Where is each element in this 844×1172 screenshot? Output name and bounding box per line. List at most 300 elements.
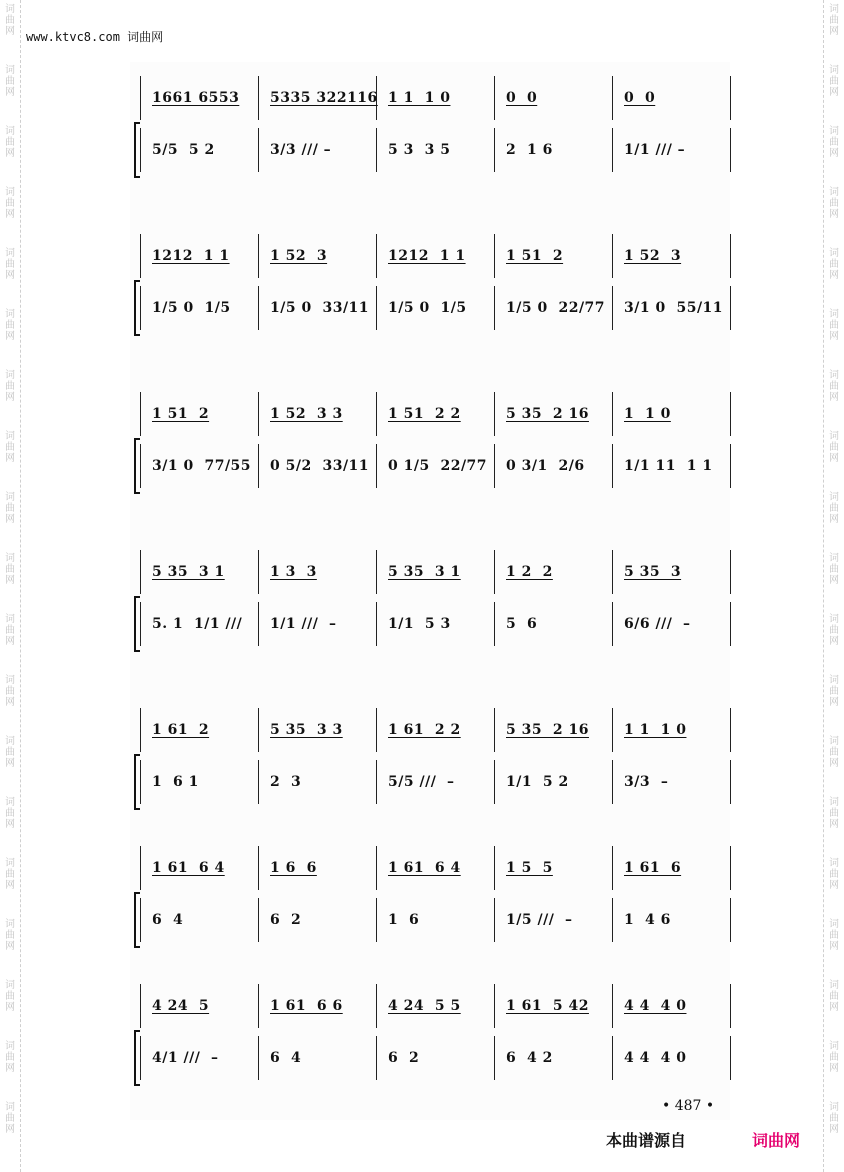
watermark-char: 曲 <box>5 686 15 697</box>
lower-part-measure: 3/3 /// – <box>270 142 332 158</box>
watermark-glyphs <box>827 797 841 830</box>
watermark-char: 词 <box>5 1102 15 1113</box>
barline <box>730 984 731 1028</box>
site-header[interactable] <box>26 28 163 45</box>
barline <box>494 984 495 1028</box>
watermark-char: 词 <box>829 614 839 625</box>
watermark-char: 曲 <box>5 747 15 758</box>
watermark-char: 词 <box>829 980 839 991</box>
upper-part-measure: 1 61 2 2 <box>388 722 461 738</box>
barline <box>730 444 731 488</box>
barline <box>376 602 377 646</box>
site-name[interactable]: 词曲网 <box>127 30 164 44</box>
barline <box>258 898 259 942</box>
watermark-char: 曲 <box>829 381 839 392</box>
upper-part-measure: 5 35 3 1 <box>152 564 225 580</box>
watermark-char: 网 <box>829 148 839 159</box>
watermark-char: 词 <box>829 553 839 564</box>
barline <box>612 128 613 172</box>
barline <box>376 1036 377 1080</box>
watermark-char: 曲 <box>829 686 839 697</box>
lower-part-measure: 1/5 0 33/11 <box>270 300 370 316</box>
upper-part-measure: 5 35 3 <box>624 564 682 580</box>
watermark-glyphs <box>827 1041 841 1074</box>
watermark-char: 词 <box>5 370 15 381</box>
watermark-char: 词 <box>829 797 839 808</box>
watermark-glyphs <box>827 553 841 586</box>
lower-part-measure: 1/5 /// – <box>506 912 573 928</box>
lower-part-measure: 6/6 /// – <box>624 616 691 632</box>
watermark-glyphs <box>827 492 841 525</box>
watermark-char: 词 <box>5 431 15 442</box>
watermark-char: 曲 <box>829 747 839 758</box>
watermark-char: 网 <box>5 209 15 220</box>
watermark-char: 曲 <box>5 15 15 26</box>
watermark-char: 曲 <box>5 869 15 880</box>
watermark-glyphs <box>3 4 17 37</box>
barline <box>140 76 141 120</box>
barline <box>376 760 377 804</box>
upper-part-measure: 1 52 3 <box>624 248 682 264</box>
barline <box>376 898 377 942</box>
score-system <box>130 842 730 957</box>
watermark-glyphs <box>3 797 17 830</box>
barline <box>376 286 377 330</box>
barline <box>258 550 259 594</box>
watermark-char: 网 <box>5 26 15 37</box>
barline <box>494 392 495 436</box>
watermark-char: 曲 <box>829 1113 839 1124</box>
upper-part-measure: 1 61 6 <box>624 860 682 876</box>
upper-part-measure: 5 35 3 1 <box>388 564 461 580</box>
lower-part-measure: 3/1 0 77/55 <box>152 458 252 474</box>
barline <box>140 708 141 752</box>
watermark-char: 曲 <box>5 381 15 392</box>
barline <box>258 984 259 1028</box>
lower-part-measure: 4/1 /// – <box>152 1050 219 1066</box>
watermark-char: 网 <box>829 758 839 769</box>
lower-part-measure: 0 3/1 2/6 <box>506 458 585 474</box>
barline <box>140 602 141 646</box>
lower-part-measure: 1/1 11 1 1 <box>624 458 713 474</box>
barline <box>376 708 377 752</box>
barline <box>140 984 141 1028</box>
upper-part-measure: 1 3 3 <box>270 564 317 580</box>
watermark-char: 曲 <box>829 15 839 26</box>
lower-part-measure: 3/1 0 55/11 <box>624 300 724 316</box>
barline <box>258 76 259 120</box>
lower-part-measure: 6 4 <box>270 1050 302 1066</box>
watermark-char: 网 <box>5 636 15 647</box>
barline <box>730 846 731 890</box>
upper-part-measure: 4 24 5 <box>152 998 210 1014</box>
lower-part-measure: 6 4 <box>152 912 184 928</box>
watermark-char: 词 <box>829 1102 839 1113</box>
watermark-char: 曲 <box>829 991 839 1002</box>
watermark-char: 网 <box>5 392 15 403</box>
watermark-glyphs <box>827 614 841 647</box>
barline <box>494 602 495 646</box>
lower-part-measure: 0 1/5 22/77 <box>388 458 488 474</box>
watermark-char: 网 <box>5 514 15 525</box>
upper-part-measure: 0 0 <box>506 90 538 106</box>
barline <box>612 76 613 120</box>
watermark-glyphs <box>3 858 17 891</box>
watermark-char: 网 <box>829 26 839 37</box>
watermark-char: 词 <box>829 736 839 747</box>
score-system <box>130 230 730 345</box>
barline <box>376 234 377 278</box>
watermark-char: 词 <box>829 65 839 76</box>
lower-part-measure: 1/1 5 2 <box>506 774 569 790</box>
upper-part-measure: 5 35 3 3 <box>270 722 343 738</box>
lower-part-measure: 2 3 <box>270 774 302 790</box>
upper-part-measure: 5 35 2 16 <box>506 722 589 738</box>
watermark-glyphs <box>827 431 841 464</box>
watermark-glyphs <box>827 919 841 952</box>
watermark-glyphs <box>3 370 17 403</box>
barline <box>494 708 495 752</box>
watermark-char: 曲 <box>829 442 839 453</box>
lower-part-measure: 1/5 0 22/77 <box>506 300 606 316</box>
upper-part-measure: 1 51 2 2 <box>388 406 461 422</box>
watermark-char: 词 <box>5 858 15 869</box>
barline <box>258 846 259 890</box>
watermark-char: 网 <box>5 453 15 464</box>
upper-part-measure: 1661 6553 <box>152 90 240 106</box>
barline <box>730 128 731 172</box>
barline <box>258 128 259 172</box>
watermark-char: 词 <box>5 736 15 747</box>
watermark-glyphs <box>827 248 841 281</box>
watermark-char: 词 <box>5 248 15 259</box>
watermark-char: 词 <box>829 248 839 259</box>
barline <box>258 234 259 278</box>
watermark-char: 词 <box>829 1041 839 1052</box>
watermark-char: 网 <box>829 209 839 220</box>
watermark-glyphs <box>3 126 17 159</box>
watermark-char: 曲 <box>5 442 15 453</box>
barline <box>494 76 495 120</box>
watermark-char: 网 <box>829 697 839 708</box>
barline <box>494 1036 495 1080</box>
watermark-glyphs <box>827 980 841 1013</box>
watermark-char: 网 <box>5 819 15 830</box>
page-number: • 487 • <box>662 1098 715 1114</box>
barline <box>612 392 613 436</box>
score-system <box>130 980 730 1095</box>
watermark-char: 网 <box>5 697 15 708</box>
watermark-char: 词 <box>5 553 15 564</box>
watermark-glyphs <box>827 65 841 98</box>
barline <box>258 602 259 646</box>
upper-part-measure: 1 52 3 3 <box>270 406 343 422</box>
watermark-char: 网 <box>829 1124 839 1135</box>
watermark-char: 网 <box>829 636 839 647</box>
watermark-char: 曲 <box>5 991 15 1002</box>
watermark-char: 网 <box>5 1063 15 1074</box>
barline <box>258 392 259 436</box>
upper-part-measure: 1 5 5 <box>506 860 553 876</box>
watermark-char: 词 <box>829 4 839 15</box>
watermark-char: 网 <box>829 575 839 586</box>
watermark-char: 曲 <box>5 76 15 87</box>
lower-part-measure: 5 6 <box>506 616 538 632</box>
lower-part-measure: 6 2 <box>388 1050 420 1066</box>
barline <box>376 444 377 488</box>
watermark-char: 网 <box>5 148 15 159</box>
barline <box>258 444 259 488</box>
barline <box>140 898 141 942</box>
watermark-char: 曲 <box>829 503 839 514</box>
barline <box>612 898 613 942</box>
watermark-char: 曲 <box>5 259 15 270</box>
barline <box>730 234 731 278</box>
upper-part-measure: 1 52 3 <box>270 248 328 264</box>
watermark-char: 词 <box>5 4 15 15</box>
watermark-glyphs <box>3 492 17 525</box>
watermark-char: 词 <box>829 675 839 686</box>
watermark-glyphs <box>3 65 17 98</box>
barline <box>612 234 613 278</box>
watermark-char: 曲 <box>829 869 839 880</box>
barline <box>730 550 731 594</box>
barline <box>494 550 495 594</box>
watermark-glyphs <box>827 187 841 220</box>
watermark-glyphs <box>3 919 17 952</box>
lower-part-measure: 1/5 0 1/5 <box>388 300 467 316</box>
watermark-glyphs <box>827 675 841 708</box>
barline <box>612 602 613 646</box>
watermark-glyphs <box>3 980 17 1013</box>
watermark-char: 词 <box>5 919 15 930</box>
barline <box>140 286 141 330</box>
upper-part-measure: 1212 1 1 <box>388 248 466 264</box>
watermark-char: 词 <box>829 309 839 320</box>
barline <box>140 846 141 890</box>
watermark-char: 网 <box>829 514 839 525</box>
upper-part-measure: 5335 322116 <box>270 90 378 106</box>
watermark-char: 词 <box>829 919 839 930</box>
watermark-char: 曲 <box>5 1052 15 1063</box>
watermark-glyphs <box>3 675 17 708</box>
watermark-char: 网 <box>5 758 15 769</box>
lower-part-measure: 1/1 /// – <box>270 616 337 632</box>
lower-part-measure: 1 6 1 <box>152 774 199 790</box>
watermark-glyphs <box>827 4 841 37</box>
watermark-char: 词 <box>5 1041 15 1052</box>
barline <box>494 444 495 488</box>
watermark-char: 曲 <box>829 76 839 87</box>
lower-part-measure: 1/1 5 3 <box>388 616 451 632</box>
watermark-char: 网 <box>5 1124 15 1135</box>
watermark-char: 词 <box>829 492 839 503</box>
watermark-char: 曲 <box>5 503 15 514</box>
watermark-char: 词 <box>5 980 15 991</box>
watermark-char: 网 <box>5 941 15 952</box>
watermark-glyphs <box>3 1041 17 1074</box>
barline <box>612 984 613 1028</box>
lower-part-measure: 1/1 /// – <box>624 142 686 158</box>
score-system <box>130 72 730 187</box>
barline <box>376 550 377 594</box>
watermark-char: 网 <box>829 819 839 830</box>
watermark-char: 网 <box>5 87 15 98</box>
barline <box>730 708 731 752</box>
watermark-char: 曲 <box>5 625 15 636</box>
barline <box>612 1036 613 1080</box>
watermark-char: 网 <box>5 575 15 586</box>
lower-part-measure: 3/3 – <box>624 774 669 790</box>
watermark-char: 曲 <box>5 930 15 941</box>
barline <box>376 984 377 1028</box>
barline <box>140 550 141 594</box>
watermark-char: 曲 <box>829 137 839 148</box>
barline <box>140 128 141 172</box>
watermark-char: 网 <box>5 331 15 342</box>
watermark-char: 曲 <box>829 259 839 270</box>
watermark-glyphs <box>827 126 841 159</box>
upper-part-measure: 1 1 1 0 <box>388 90 451 106</box>
barline <box>376 392 377 436</box>
watermark-char: 网 <box>829 1002 839 1013</box>
barline <box>730 760 731 804</box>
watermark-char: 词 <box>829 370 839 381</box>
watermark-glyphs <box>827 370 841 403</box>
upper-part-measure: 1 51 2 <box>506 248 564 264</box>
barline <box>612 846 613 890</box>
watermark-glyphs <box>3 736 17 769</box>
barline <box>140 392 141 436</box>
watermark-char: 曲 <box>5 320 15 331</box>
watermark-char: 词 <box>5 309 15 320</box>
watermark-char: 曲 <box>829 930 839 941</box>
upper-part-measure: 1 61 6 4 <box>388 860 461 876</box>
upper-part-measure: 1 1 0 <box>624 406 671 422</box>
lower-part-measure: 5/5 /// – <box>388 774 455 790</box>
site-url[interactable]: www.ktvc8.com <box>26 30 120 44</box>
barline <box>730 76 731 120</box>
watermark-char: 曲 <box>829 808 839 819</box>
watermark-char: 网 <box>829 331 839 342</box>
upper-part-measure: 1 61 6 6 <box>270 998 343 1014</box>
upper-part-measure: 0 0 <box>624 90 656 106</box>
watermark-char: 词 <box>5 65 15 76</box>
watermark-char: 曲 <box>5 808 15 819</box>
upper-part-measure: 1 6 6 <box>270 860 317 876</box>
watermark-char: 曲 <box>829 564 839 575</box>
watermark-glyphs <box>3 248 17 281</box>
upper-part-measure: 1 2 2 <box>506 564 553 580</box>
score-system <box>130 546 730 661</box>
watermark-char: 词 <box>829 858 839 869</box>
lower-part-measure: 0 5/2 33/11 <box>270 458 370 474</box>
barline <box>494 234 495 278</box>
watermark-char: 网 <box>829 392 839 403</box>
barline <box>258 708 259 752</box>
watermark-char: 曲 <box>5 1113 15 1124</box>
lower-part-measure: 5/5 5 2 <box>152 142 215 158</box>
lower-part-measure: 4 4 4 0 <box>624 1050 687 1066</box>
barline <box>258 760 259 804</box>
upper-part-measure: 1 61 2 <box>152 722 210 738</box>
barline <box>730 898 731 942</box>
barline <box>494 846 495 890</box>
barline <box>730 602 731 646</box>
upper-part-measure: 4 24 5 5 <box>388 998 461 1014</box>
score-system <box>130 704 730 819</box>
watermark-char: 词 <box>829 126 839 137</box>
upper-part-measure: 1 61 6 4 <box>152 860 225 876</box>
barline <box>140 760 141 804</box>
barline <box>612 286 613 330</box>
lower-part-measure: 1/5 0 1/5 <box>152 300 231 316</box>
barline <box>494 760 495 804</box>
watermark-char: 网 <box>829 87 839 98</box>
watermark-glyphs <box>827 1102 841 1135</box>
watermark-char: 词 <box>5 187 15 198</box>
barline <box>258 1036 259 1080</box>
upper-part-measure: 4 4 4 0 <box>624 998 687 1014</box>
lower-part-measure: 6 2 <box>270 912 302 928</box>
watermark-char: 网 <box>5 270 15 281</box>
footer-label: 本曲谱源自 <box>606 1131 687 1150</box>
watermark-char: 词 <box>829 431 839 442</box>
watermark-char: 网 <box>829 941 839 952</box>
watermark-char: 词 <box>5 614 15 625</box>
watermark-char: 曲 <box>829 320 839 331</box>
watermark-char: 网 <box>5 880 15 891</box>
watermark-char: 网 <box>829 1063 839 1074</box>
watermark-glyphs <box>3 309 17 342</box>
watermark-glyphs <box>3 431 17 464</box>
barline <box>612 708 613 752</box>
upper-part-measure: 5 35 2 16 <box>506 406 589 422</box>
watermark-char: 网 <box>829 880 839 891</box>
barline <box>730 392 731 436</box>
upper-part-measure: 1 1 1 0 <box>624 722 687 738</box>
watermark-char: 词 <box>829 187 839 198</box>
barline <box>140 444 141 488</box>
watermark-char: 词 <box>5 492 15 503</box>
upper-part-measure: 1 61 5 42 <box>506 998 589 1014</box>
watermark-char: 曲 <box>829 1052 839 1063</box>
watermark-char: 曲 <box>829 198 839 209</box>
barline <box>730 286 731 330</box>
barline <box>494 898 495 942</box>
score-system <box>130 388 730 503</box>
upper-part-measure: 1 51 2 <box>152 406 210 422</box>
footer-brand-link[interactable]: 词曲网 <box>752 1131 801 1150</box>
barline <box>730 1036 731 1080</box>
barline <box>612 550 613 594</box>
barline <box>376 846 377 890</box>
music-score <box>130 62 730 1120</box>
watermark-glyphs <box>3 1102 17 1135</box>
watermark-glyphs <box>3 553 17 586</box>
watermark-char: 曲 <box>5 137 15 148</box>
watermark-char: 网 <box>829 270 839 281</box>
watermark-glyphs <box>827 309 841 342</box>
barline <box>494 128 495 172</box>
barline <box>376 128 377 172</box>
barline <box>258 286 259 330</box>
upper-part-measure: 1212 1 1 <box>152 248 230 264</box>
lower-part-measure: 5. 1 1/1 /// <box>152 616 243 632</box>
barline <box>494 286 495 330</box>
watermark-glyphs <box>3 614 17 647</box>
watermark-char: 词 <box>5 797 15 808</box>
